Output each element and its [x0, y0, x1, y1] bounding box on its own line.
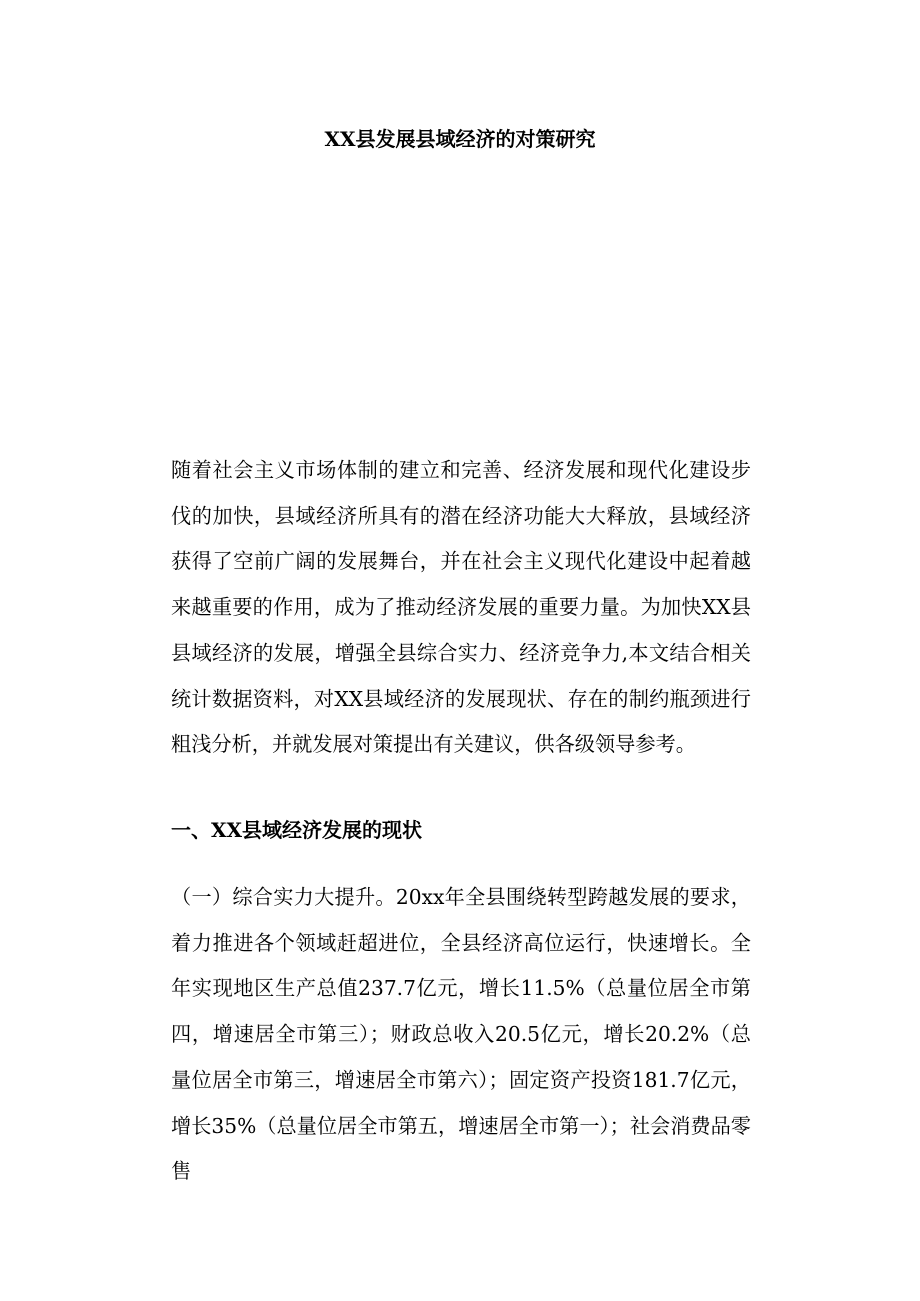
document-title: XX县发展县域经济的对策研究 [324, 127, 596, 151]
section-paragraph-overall-strength: （一）综合实力大提升。20xx年全县围绕转型跨越发展的要求，着力推进各个领域赶超进位，全县经济高位运行，快速增长。全年实现地区生产总值237.7亿元，增长11.5%（总量位居全市第四，增速居全市第三）；财政总收入20.5亿元，增长20.2%（总量位居全市第三，增速居全市第六）；固定资产投资181.7亿元，增长35%（总量位居全市第五，增速居全市第一）；社会消费品零售 [171, 885, 751, 1184]
section-heading-current-status: 一、XX县域经济发展的现状 [171, 818, 423, 842]
intro-paragraph: 随着社会主义市场体制的建立和完善、经济发展和现代化建设步伐的加快，县域经济所具有的潜在经济功能大大释放，县域经济获得了空前广阔的发展舞台，并在社会主义现代化建设中起着越来越重要的作用，成为了推动经济发展的重要力量。为加快XX县县域经济的发展，增强全县综合实力、经济竞争力,本文结合相关统计数据资料，对XX县域经济的发展现状、存在的制约瓶颈进行粗浅分析，并就发展对策提出有关建议，供各级领导参考。 [171, 458, 751, 757]
